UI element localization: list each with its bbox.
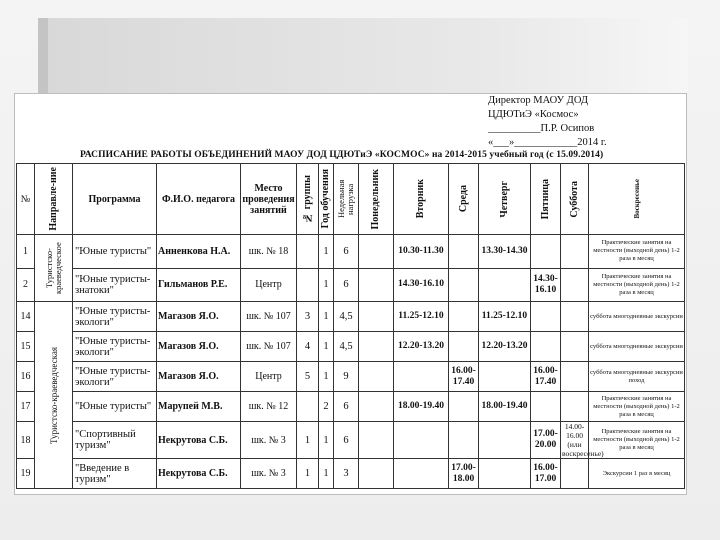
teacher-cell: Некрутова С.Б. xyxy=(157,422,241,459)
row-num: 15 xyxy=(17,332,35,362)
year-cell: 2 xyxy=(319,392,334,422)
teacher-cell: Гильманов Р.Е. xyxy=(157,268,241,302)
document-title: РАСПИСАНИЕ РАБОТЫ ОБЪЕДИНЕНИЙ МАОУ ДОД ЦДЮТиЭ «КОСМОС» на 2014-2015 учебный год (с 15.09.2014) xyxy=(80,150,604,160)
year-cell: 1 xyxy=(319,268,334,302)
wed-cell xyxy=(449,392,479,422)
header-sun: Воскресенье xyxy=(589,164,685,235)
place-cell: шк. № 107 xyxy=(241,302,297,332)
tue-cell: 14.30-16.10 xyxy=(394,268,449,302)
teacher-cell: Магазов Я.О. xyxy=(157,332,241,362)
header-teacher: Ф.И.О. педагога xyxy=(157,164,241,235)
thu-cell: 18.00-19.40 xyxy=(479,392,531,422)
place-cell: шк. № 12 xyxy=(241,392,297,422)
row-num: 16 xyxy=(17,362,35,392)
sun-cell: Экскурсии 1 раз в месяц xyxy=(589,459,685,489)
thu-cell xyxy=(479,459,531,489)
load-cell: 6 xyxy=(334,235,359,269)
sat-cell xyxy=(561,362,589,392)
mon-cell xyxy=(359,332,394,362)
load-cell: 6 xyxy=(334,268,359,302)
load-cell: 6 xyxy=(334,422,359,459)
group-cell: 1 xyxy=(297,422,319,459)
sun-cell: суббота многодневные экскурсии xyxy=(589,302,685,332)
header-group: № группы xyxy=(297,164,319,235)
fri-cell xyxy=(531,392,561,422)
program-cell: "Юные туристы-экологи" xyxy=(73,362,157,392)
table-row xyxy=(17,362,685,392)
sun-cell: Практические занятия на местности (выходной день) 1-2 раза в месяц xyxy=(589,422,685,459)
sat-cell xyxy=(561,392,589,422)
fri-cell: 17.00-20.00 xyxy=(531,422,561,459)
group-cell xyxy=(297,235,319,269)
place-cell: шк. № 3 xyxy=(241,459,297,489)
program-cell: "Спортивный туризм" xyxy=(73,422,157,459)
fri-cell: 14.30-16.10 xyxy=(531,268,561,302)
thu-cell: 13.30-14.30 xyxy=(479,235,531,269)
tue-cell xyxy=(394,362,449,392)
teacher-cell: Некрутова С.Б. xyxy=(157,459,241,489)
sat-cell xyxy=(561,459,589,489)
header-mon: Понедельник xyxy=(359,164,394,235)
place-cell: шк. № 107 xyxy=(241,332,297,362)
tue-cell xyxy=(394,459,449,489)
sun-cell: суббота многодневные экскурсии поход xyxy=(589,362,685,392)
teacher-cell: Магазов Я.О. xyxy=(157,362,241,392)
place-cell: шк. № 3 xyxy=(241,422,297,459)
place-cell: шк. № 18 xyxy=(241,235,297,269)
group-cell xyxy=(297,392,319,422)
schedule-table xyxy=(16,163,685,489)
approval-line-2: ЦДЮТиЭ «Космос» xyxy=(488,109,579,120)
wed-cell xyxy=(449,302,479,332)
mon-cell xyxy=(359,302,394,332)
header-program: Программа xyxy=(73,164,157,235)
sat-cell xyxy=(561,268,589,302)
mon-cell xyxy=(359,392,394,422)
program-cell: "Юные туристы" xyxy=(73,392,157,422)
fri-cell: 16.00-17.00 xyxy=(531,459,561,489)
fri-cell xyxy=(531,332,561,362)
header-wed: Среда xyxy=(449,164,479,235)
program-cell: "Юные туристы" xyxy=(73,235,157,269)
thu-cell xyxy=(479,268,531,302)
load-cell: 6 xyxy=(334,392,359,422)
program-cell: "Введение в туризм" xyxy=(73,459,157,489)
teacher-cell: Анненкова Н.А. xyxy=(157,235,241,269)
row-num: 17 xyxy=(17,392,35,422)
place-cell: Центр xyxy=(241,268,297,302)
sat-cell xyxy=(561,302,589,332)
row-num: 19 xyxy=(17,459,35,489)
group-cell: 1 xyxy=(297,459,319,489)
header-place: Место проведения занятий xyxy=(241,164,297,235)
program-cell: "Юные туристы-экологи" xyxy=(73,302,157,332)
teacher-cell: Марупей М.В. xyxy=(157,392,241,422)
sun-cell: Практические занятия на местности (выходной день) 1-2 раза в месяц xyxy=(589,235,685,269)
thu-cell: 11.25-12.10 xyxy=(479,302,531,332)
slide-header-band xyxy=(38,18,688,93)
wed-cell xyxy=(449,332,479,362)
mon-cell xyxy=(359,268,394,302)
table-row xyxy=(17,235,685,269)
wed-cell xyxy=(449,235,479,269)
table-row xyxy=(17,332,685,362)
thu-cell xyxy=(479,422,531,459)
program-cell: "Юные туристы-экологи" xyxy=(73,332,157,362)
table-row xyxy=(17,392,685,422)
row-num: 14 xyxy=(17,302,35,332)
group-cell xyxy=(297,268,319,302)
mon-cell xyxy=(359,422,394,459)
year-cell: 1 xyxy=(319,302,334,332)
tue-cell: 18.00-19.40 xyxy=(394,392,449,422)
wed-cell xyxy=(449,422,479,459)
table-row xyxy=(17,268,685,302)
sun-cell: Практические занятия на местности (выходной день) 1-2 раза в месяц xyxy=(589,268,685,302)
row-num: 1 xyxy=(17,235,35,269)
sun-cell: суббота многодневные экскурсии xyxy=(589,332,685,362)
thu-cell: 12.20-13.20 xyxy=(479,332,531,362)
load-cell: 4,5 xyxy=(334,332,359,362)
sat-cell xyxy=(561,235,589,269)
program-cell: "Юные туристы-знатоки" xyxy=(73,268,157,302)
table-row xyxy=(17,302,685,332)
group-cell: 5 xyxy=(297,362,319,392)
tue-cell: 11.25-12.10 xyxy=(394,302,449,332)
mon-cell xyxy=(359,459,394,489)
approval-line-3: __________П.Р. Осипов xyxy=(488,123,595,134)
year-cell: 1 xyxy=(319,422,334,459)
sun-cell: Практические занятия на местности (выходной день) 1-2 раза в месяц xyxy=(589,392,685,422)
approval-line-4: «___»____________2014 г. xyxy=(488,137,607,148)
header-thu: Четверг xyxy=(479,164,531,235)
header-num: № xyxy=(17,164,35,235)
wed-cell xyxy=(449,268,479,302)
table-row xyxy=(17,422,685,459)
mon-cell xyxy=(359,362,394,392)
year-cell: 1 xyxy=(319,362,334,392)
year-cell: 1 xyxy=(319,332,334,362)
header-sat: Суббота xyxy=(561,164,589,235)
load-cell: 3 xyxy=(334,459,359,489)
direction-cell: Туристско-краеведческая xyxy=(35,302,73,489)
row-num: 2 xyxy=(17,268,35,302)
year-cell: 1 xyxy=(319,235,334,269)
mon-cell xyxy=(359,235,394,269)
wed-cell: 17.00-18.00 xyxy=(449,459,479,489)
thu-cell xyxy=(479,362,531,392)
fri-cell xyxy=(531,235,561,269)
group-cell: 3 xyxy=(297,302,319,332)
load-cell: 4,5 xyxy=(334,302,359,332)
wed-cell: 16.00-17.40 xyxy=(449,362,479,392)
year-cell: 1 xyxy=(319,459,334,489)
load-cell: 9 xyxy=(334,362,359,392)
teacher-cell: Магазов Я.О. xyxy=(157,302,241,332)
group-cell: 4 xyxy=(297,332,319,362)
fri-cell xyxy=(531,302,561,332)
direction-cell: Туристско-краеведческое xyxy=(35,235,73,302)
approval-line-1: Директор МАОУ ДОД xyxy=(488,95,589,106)
table-row xyxy=(17,459,685,489)
header-fri: Пятница xyxy=(531,164,561,235)
header-tue: Вторник xyxy=(394,164,449,235)
tue-cell: 12.20-13.20 xyxy=(394,332,449,362)
sat-cell: 14.00-16.00 (или воскресенье) xyxy=(562,422,604,458)
place-cell: Центр xyxy=(241,362,297,392)
header-direction: Направле-ние xyxy=(35,164,73,235)
header-load: Недельная нагрузка xyxy=(334,164,359,235)
header-year: Год обучения xyxy=(319,164,334,235)
tue-cell xyxy=(394,422,449,459)
fri-cell: 16.00-17.40 xyxy=(531,362,561,392)
approval-block xyxy=(488,94,678,150)
row-num: 18 xyxy=(17,422,35,459)
sat-cell xyxy=(561,332,589,362)
tue-cell: 10.30-11.30 xyxy=(394,235,449,269)
header-row xyxy=(17,164,685,235)
